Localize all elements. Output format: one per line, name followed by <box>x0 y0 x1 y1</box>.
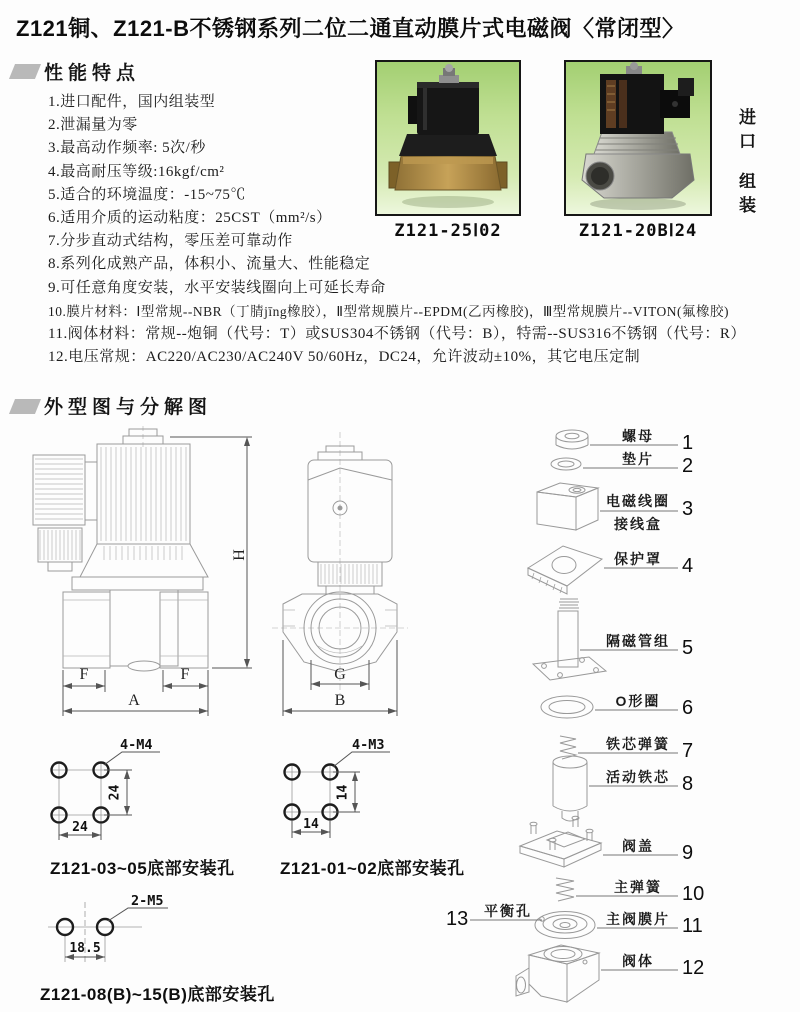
feature-item: 2.泄漏量为零 <box>48 117 138 134</box>
part-number: 3 <box>682 498 694 520</box>
dim-H: H <box>231 549 248 561</box>
part-label-core-spring: 铁芯弹簧 <box>606 736 670 752</box>
page-title: Z121铜、Z121-B不锈钢系列二位二通直动膜片式电磁阀〈常闭型〉 <box>16 16 685 41</box>
import-note-top: 进口 <box>736 108 755 156</box>
import-note-bottom: 组装 <box>736 172 755 220</box>
part-label-balance-hole: 平衡孔 <box>484 903 532 919</box>
part-number: 8 <box>682 773 694 795</box>
outline-heading: 外型图与分解图 <box>44 397 213 418</box>
dim-B: B <box>334 692 346 709</box>
mounting-caption-1: Z121-03~05底部安装孔 <box>50 859 235 878</box>
side-view-drawing <box>33 426 208 671</box>
part-number: 10 <box>682 883 705 905</box>
feature-item: 11.阀体材料：常规--炮铜（代号：T）或SUS304不锈钢（代号：B），特需--SUS316不锈钢（代号：R） <box>48 326 746 343</box>
part-label-tube: 隔磁管组 <box>606 633 670 649</box>
part-label-core: 活动铁芯 <box>606 769 670 785</box>
photo-label-left: Z121-25Ⅰ02 <box>394 221 502 241</box>
mounting-caption-3: Z121-08(B)~15(B)底部安装孔 <box>40 985 275 1004</box>
feature-item: 6.适用介质的运动粘度：25CST（mm²/s） <box>48 210 332 227</box>
photo-label-right: Z121-20BⅠ24 <box>578 221 698 241</box>
part-number-balance: 13 <box>446 908 469 930</box>
thread-label-4M4: 4-M4 <box>120 737 153 753</box>
feature-item: 9.可任意角度安装，水平安装线圈向上可延长寿命 <box>48 279 386 296</box>
part-number: 4 <box>682 555 694 577</box>
part-number: 11 <box>682 915 703 937</box>
dim-F-left: F <box>79 666 89 683</box>
feature-item: 3.最高动作频率: 5次/秒 <box>48 140 206 157</box>
feature-item: 12.电压常规：AC220/AC230/AC240V 50/60Hz，DC24，允许波动±10%，其它电压定制 <box>48 349 641 366</box>
part-label-diaphragm: 主阀膜片 <box>606 911 670 927</box>
part-number: 2 <box>682 455 694 477</box>
part-label-cover: 保护罩 <box>614 551 662 567</box>
dim-18-5: 18.5 <box>69 941 101 956</box>
dim-24-vertical: 24 <box>107 784 123 801</box>
part-number: 1 <box>682 432 694 454</box>
part-label-gasket: 垫片 <box>622 451 654 467</box>
dim-24-horizontal: 24 <box>72 820 88 835</box>
part-label-oring: O形圈 <box>615 693 661 709</box>
features-heading: 性能特点 <box>44 63 141 84</box>
part-number: 7 <box>682 740 694 762</box>
part-number: 6 <box>682 697 694 719</box>
part-number: 12 <box>682 957 705 979</box>
part-number: 5 <box>682 637 694 659</box>
part-number: 9 <box>682 842 694 864</box>
dim-G: G <box>334 666 346 683</box>
thread-label-2M5: 2-M5 <box>131 893 164 909</box>
feature-item: 4.最高耐压等级:16kgf/cm² <box>48 163 225 180</box>
part-label-valve-cover: 阀盖 <box>622 838 654 854</box>
feature-item: 10.膜片材料：Ⅰ型常规--NBR（丁腈jīng橡胶），Ⅱ型常规膜片--EPDM(乙丙橡胶)，Ⅲ型常规膜片--VITON(氟橡胶) <box>48 303 730 319</box>
thread-label-4M3: 4-M3 <box>352 737 385 753</box>
dim-A: A <box>128 692 140 709</box>
part-label-nut: 螺母 <box>622 428 654 444</box>
dim-14-vertical: 14 <box>335 784 351 801</box>
dim-F-right: F <box>180 666 190 683</box>
feature-item: 8.系列化成熟产品，体积小、流量大、性能稳定 <box>48 256 371 273</box>
part-label-coil-line1: 电磁线圈 <box>606 493 670 509</box>
part-label-valve-body: 阀体 <box>622 953 654 969</box>
feature-item: 5.适合的环境温度：-15~75℃ <box>48 186 246 203</box>
feature-item: 1.进口配件，国内组装型 <box>48 94 216 110</box>
mounting-caption-2: Z121-01~02底部安装孔 <box>280 859 465 878</box>
part-label-coil-line2: 接线盒 <box>614 516 662 532</box>
feature-item: 7.分步直动式结构，零压差可靠动作 <box>48 233 293 250</box>
dim-14-horizontal: 14 <box>303 817 319 832</box>
part-label-main-spring: 主弹簧 <box>614 879 662 895</box>
front-view-drawing <box>272 432 408 694</box>
